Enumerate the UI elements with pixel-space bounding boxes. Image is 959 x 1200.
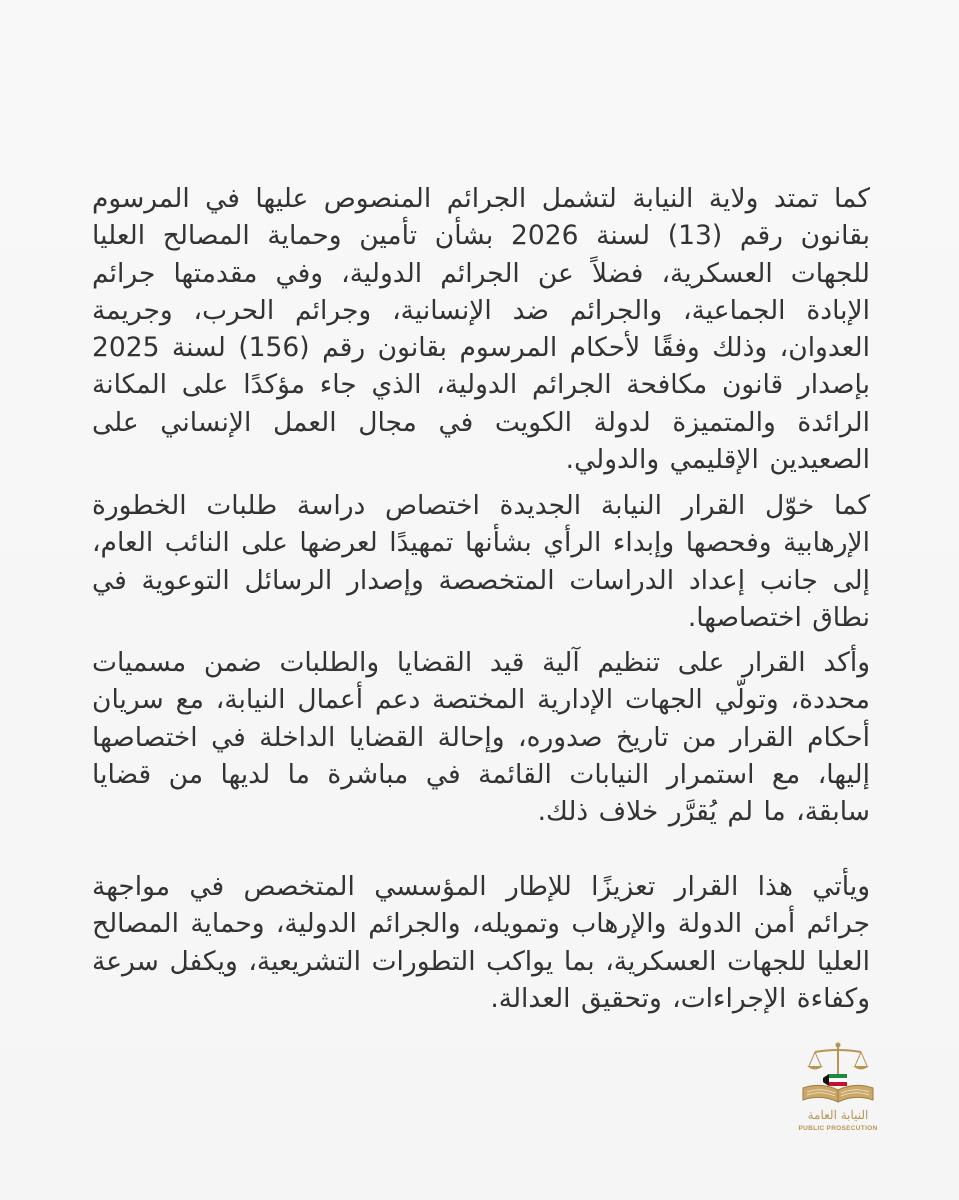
paragraph-terrorism-risk: كما خوّل القرار النيابة الجديدة اختصاص دراسة طلبات الخطورة الإرهابية وفحصها وإبداء الرأي بشأنها تمهيدًا لعرضها على النائب العام، إلى جانب إعداد الدراسات المتخصصة وإصدار الرسائل التوعوية في نطاق اختصاصها. [92,490,870,633]
paragraph-jurisdiction: كما تمتد ولاية النيابة لتشمل الجرائم المنصوص عليها في المرسوم بقانون رقم (13) لسنة 2026 بشأن تأمين وحماية المصالح العليا للجهات العسكرية، فضلاً عن الجرائم الدولية، وفي مقدمتها جرائم الإبادة الجماعية، والجرائم ضد الإنسانية، وجرائم الحرب، وجريمة العدوان، وذلك وفقًا لأحكام المرسوم بقانون رقم (156) لسنة 2025 بإصدار قانون مكافحة الجرائم الدولية، الذي جاء مؤكدًا على المكانة الرائدة والمتميزة لدولة الكويت في مجال العمل الإنساني على الصعيدين الإقليمي والدولي. [92,183,870,476]
paragraph-institutional-framework: ويأتي هذا القرار تعزيزًا للإطار المؤسسي المتخصص في مواجهة جرائم أمن الدولة والإرهاب وتمويله، والجرائم الدولية، وحماية المصالح العليا للجهات العسكرية، بما يواكب التطورات التشريعية، ويكفل سرعة وكفاءة الإجراءات، وتحقيق العدالة. [92,871,870,1014]
logo-english-name: PUBLIC PROSECUTION [798,1125,878,1132]
public-prosecution-logo [793,1040,883,1150]
logo-arabic-name: النيابة العامة [807,1108,869,1122]
scales-of-justice-book-icon [793,1040,883,1108]
paragraph-case-registration: وأكد القرار على تنظيم آلية قيد القضايا والطلبات ضمن مسميات محددة، وتولّي الجهات الإدارية المختصة دعم أعمال النيابة، مع سريان أحكام القرار من تاريخ صدوره، وإحالة القضايا الداخلة في اختصاصها إليها، مع استمرار النيابات القائمة في مباشرة ما لديها من قضايا سابقة، ما لم يُقرَّر خلاف ذلك. [92,647,870,828]
